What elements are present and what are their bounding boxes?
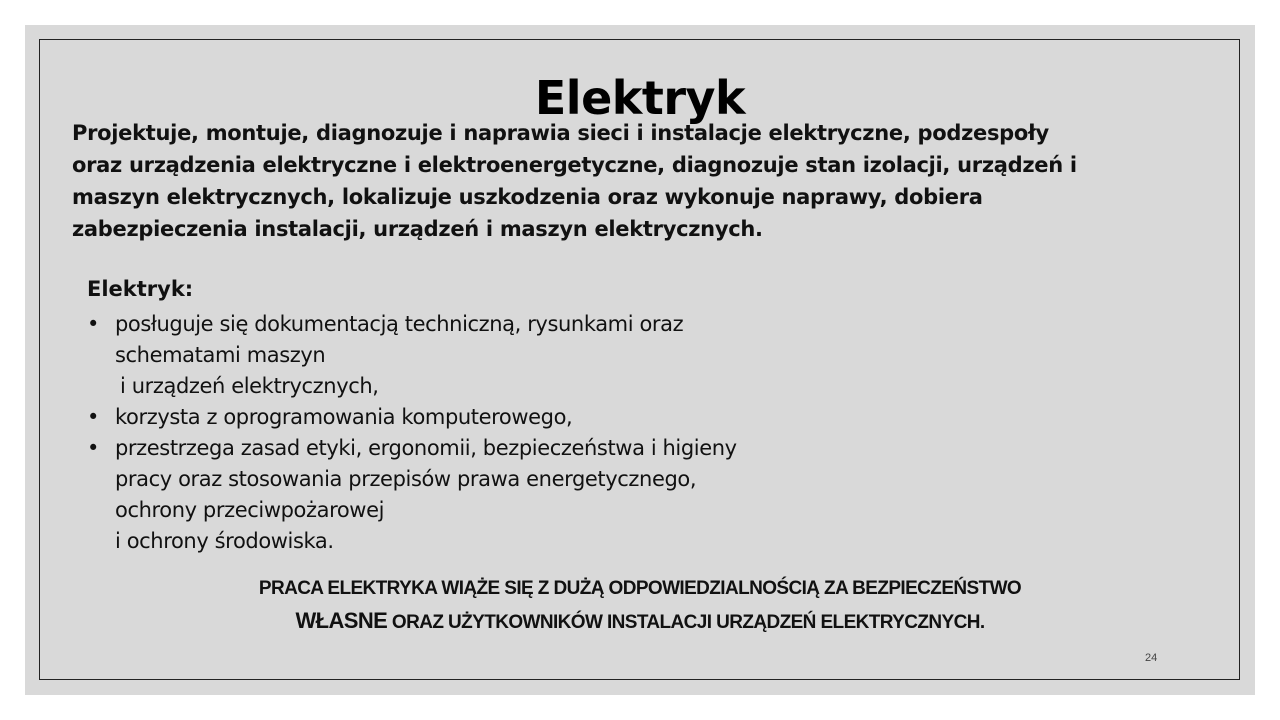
list-item [87, 402, 987, 433]
list-item-line: i urządzeń elektrycznych, [120, 374, 379, 398]
list-item-line: przestrzega zasad etyki, ergonomii, bezpieczeństwa i higieny [115, 436, 737, 460]
list-item-line: korzysta z oprogramowania komputerowego, [115, 405, 573, 429]
footer-line-1: PRACA ELEKTRYKA WIĄŻE SIĘ Z DUŻĄ ODPOWIEDZIALNOŚCIĄ ZA BEZPIECZEŃSTWO [258, 578, 1022, 599]
bullet-icon: • [87, 436, 99, 460]
list-item-line: i ochrony środowiska. [115, 529, 334, 553]
intro-line: oraz urządzenia elektryczne i elektroenergetyczne, diagnozuje stan izolacji, urządzeń i [72, 153, 1077, 177]
slide-title: Elektryk [534, 71, 746, 125]
list-item-line: schematami maszyn [115, 343, 326, 367]
intro-paragraph [72, 117, 1222, 245]
responsibility-note [25, 573, 1255, 639]
duties-list [87, 309, 987, 557]
slide [25, 25, 1255, 695]
footer-emphasis: WŁASNE [295, 608, 388, 633]
intro-line: maszyn elektrycznych, lokalizuje uszkodzenia oraz wykonuje naprawy, dobiera [72, 185, 983, 209]
intro-line: Projektuje, montuje, diagnozuje i naprawia sieci i instalacje elektryczne, podzespoły [72, 121, 1049, 145]
page-number: 24 [1145, 652, 1158, 664]
list-item-line: pracy oraz stosowania przepisów prawa energetycznego, [115, 467, 697, 491]
footer-line-2 [25, 605, 1255, 639]
list-heading: Elektryk: [87, 277, 194, 301]
list-item-line: ochrony przeciwpożarowej [115, 498, 385, 522]
list-item-line: posługuje się dokumentacją techniczną, rysunkami oraz [115, 312, 684, 336]
bullet-icon: • [87, 405, 99, 429]
intro-line: zabezpieczenia instalacji, urządzeń i maszyn elektrycznych. [72, 217, 763, 241]
bullet-icon: • [87, 312, 99, 336]
list-item [87, 309, 987, 402]
footer-line-2-rest: ORAZ UŻYTKOWNIKÓW INSTALACJI URZĄDZEŃ ELEKTRYCZNYCH. [387, 612, 985, 633]
list-item [87, 433, 987, 557]
